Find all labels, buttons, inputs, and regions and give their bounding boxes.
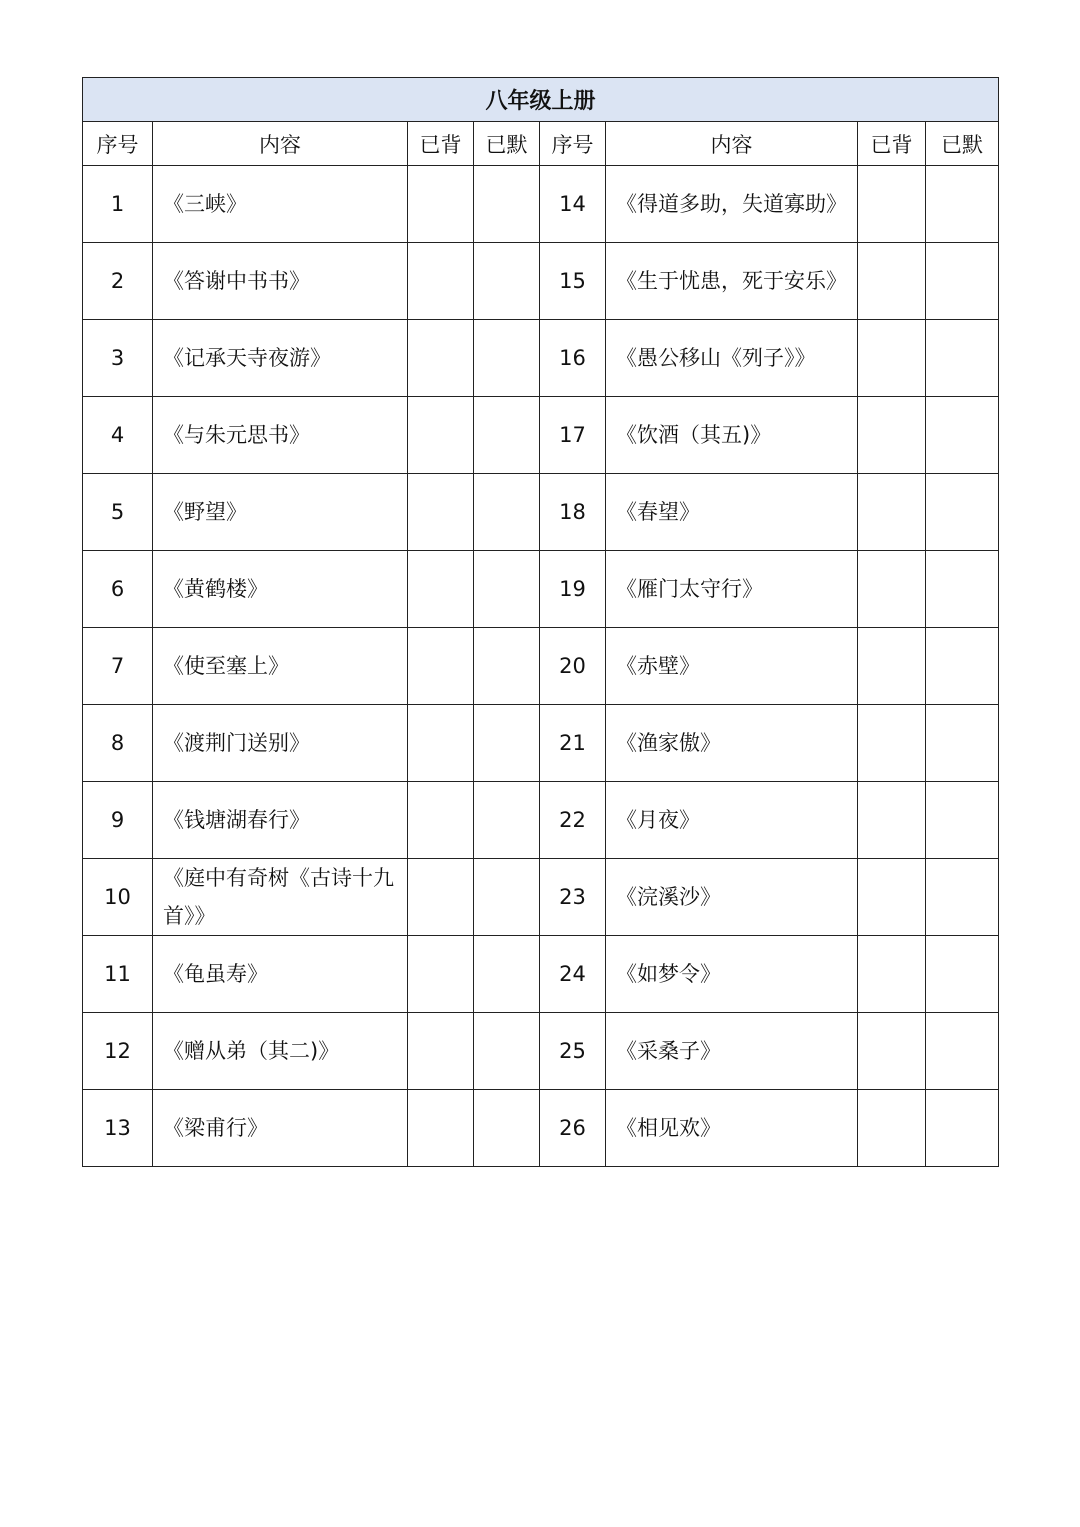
recitation-checklist-table	[82, 77, 999, 1167]
left-recited-checkbox-cell[interactable]	[408, 936, 474, 1013]
left-number-cell: 9	[83, 782, 153, 859]
right-recited-checkbox-cell[interactable]	[858, 782, 926, 859]
left-content-cell: 《三峡》	[153, 166, 408, 243]
left-dictated-checkbox-cell[interactable]	[474, 628, 540, 705]
right-recited-checkbox-cell[interactable]	[858, 705, 926, 782]
right-content-cell: 《愚公移山《列子》》	[606, 320, 858, 397]
left-number-cell: 10	[83, 859, 153, 936]
right-recited-checkbox-cell[interactable]	[858, 1090, 926, 1167]
right-number-cell: 25	[540, 1013, 606, 1090]
left-number-cell: 4	[83, 397, 153, 474]
left-number-cell: 11	[83, 936, 153, 1013]
right-dictated-checkbox-cell[interactable]	[926, 705, 999, 782]
table-row	[83, 243, 999, 320]
right-content-cell: 《浣溪沙》	[606, 859, 858, 936]
right-dictated-checkbox-cell[interactable]	[926, 1013, 999, 1090]
header-dictated-left: 已默	[474, 122, 540, 166]
right-number-cell: 22	[540, 782, 606, 859]
header-dictated-right: 已默	[926, 122, 999, 166]
right-recited-checkbox-cell[interactable]	[858, 628, 926, 705]
right-content-cell: 《采桑子》	[606, 1013, 858, 1090]
left-content-cell: 《记承天寺夜游》	[153, 320, 408, 397]
table-row	[83, 1090, 999, 1167]
right-content-cell: 《雁门太守行》	[606, 551, 858, 628]
right-recited-checkbox-cell[interactable]	[858, 474, 926, 551]
table-row	[83, 705, 999, 782]
left-recited-checkbox-cell[interactable]	[408, 1090, 474, 1167]
right-recited-checkbox-cell[interactable]	[858, 936, 926, 1013]
table-row	[83, 551, 999, 628]
left-content-cell: 《与朱元思书》	[153, 397, 408, 474]
table-row	[83, 936, 999, 1013]
left-recited-checkbox-cell[interactable]	[408, 243, 474, 320]
left-number-cell: 12	[83, 1013, 153, 1090]
left-dictated-checkbox-cell[interactable]	[474, 705, 540, 782]
header-recited-left: 已背	[408, 122, 474, 166]
left-content-cell: 《龟虽寿》	[153, 936, 408, 1013]
left-content-cell: 《渡荆门送别》	[153, 705, 408, 782]
table-row	[83, 320, 999, 397]
left-content-cell: 《钱塘湖春行》	[153, 782, 408, 859]
right-content-cell: 《赤壁》	[606, 628, 858, 705]
right-dictated-checkbox-cell[interactable]	[926, 397, 999, 474]
right-dictated-checkbox-cell[interactable]	[926, 859, 999, 936]
left-recited-checkbox-cell[interactable]	[408, 397, 474, 474]
right-recited-checkbox-cell[interactable]	[858, 166, 926, 243]
left-number-cell: 13	[83, 1090, 153, 1167]
right-dictated-checkbox-cell[interactable]	[926, 1090, 999, 1167]
right-number-cell: 17	[540, 397, 606, 474]
right-number-cell: 15	[540, 243, 606, 320]
right-number-cell: 18	[540, 474, 606, 551]
right-dictated-checkbox-cell[interactable]	[926, 936, 999, 1013]
table-row	[83, 166, 999, 243]
left-recited-checkbox-cell[interactable]	[408, 474, 474, 551]
left-recited-checkbox-cell[interactable]	[408, 782, 474, 859]
header-number-right: 序号	[540, 122, 606, 166]
right-content-cell: 《饮酒（其五)》	[606, 397, 858, 474]
left-dictated-checkbox-cell[interactable]	[474, 1013, 540, 1090]
left-recited-checkbox-cell[interactable]	[408, 166, 474, 243]
left-content-cell: 《庭中有奇树《古诗十九首》》	[153, 859, 408, 936]
table-row	[83, 474, 999, 551]
left-number-cell: 7	[83, 628, 153, 705]
left-content-cell: 《野望》	[153, 474, 408, 551]
right-content-cell: 《得道多助，失道寡助》	[606, 166, 858, 243]
right-number-cell: 26	[540, 1090, 606, 1167]
header-recited-right: 已背	[858, 122, 926, 166]
left-content-cell: 《使至塞上》	[153, 628, 408, 705]
left-number-cell: 6	[83, 551, 153, 628]
left-recited-checkbox-cell[interactable]	[408, 705, 474, 782]
right-number-cell: 20	[540, 628, 606, 705]
left-number-cell: 3	[83, 320, 153, 397]
header-content-left: 内容	[153, 122, 408, 166]
left-recited-checkbox-cell[interactable]	[408, 1013, 474, 1090]
left-content-cell: 《赠从弟（其二)》	[153, 1013, 408, 1090]
right-number-cell: 23	[540, 859, 606, 936]
left-content-cell: 《黄鹤楼》	[153, 551, 408, 628]
left-number-cell: 2	[83, 243, 153, 320]
left-dictated-checkbox-cell[interactable]	[474, 243, 540, 320]
left-content-cell: 《答谢中书书》	[153, 243, 408, 320]
right-content-cell: 《渔家傲》	[606, 705, 858, 782]
right-number-cell: 14	[540, 166, 606, 243]
left-number-cell: 5	[83, 474, 153, 551]
header-number-left: 序号	[83, 122, 153, 166]
left-dictated-checkbox-cell[interactable]	[474, 397, 540, 474]
table-row	[83, 397, 999, 474]
left-dictated-checkbox-cell[interactable]	[474, 859, 540, 936]
right-recited-checkbox-cell[interactable]	[858, 397, 926, 474]
left-number-cell: 8	[83, 705, 153, 782]
right-number-cell: 16	[540, 320, 606, 397]
right-recited-checkbox-cell[interactable]	[858, 320, 926, 397]
right-recited-checkbox-cell[interactable]	[858, 551, 926, 628]
right-content-cell: 《相见欢》	[606, 1090, 858, 1167]
table-row	[83, 628, 999, 705]
right-number-cell: 24	[540, 936, 606, 1013]
table-title: 八年级上册	[83, 78, 999, 122]
title-row	[83, 78, 999, 122]
right-content-cell: 《如梦令》	[606, 936, 858, 1013]
right-number-cell: 21	[540, 705, 606, 782]
right-dictated-checkbox-cell[interactable]	[926, 474, 999, 551]
right-content-cell: 《春望》	[606, 474, 858, 551]
right-content-cell: 《生于忧患，死于安乐》	[606, 243, 858, 320]
header-content-right: 内容	[606, 122, 858, 166]
left-dictated-checkbox-cell[interactable]	[474, 936, 540, 1013]
right-number-cell: 19	[540, 551, 606, 628]
right-dictated-checkbox-cell[interactable]	[926, 166, 999, 243]
left-dictated-checkbox-cell[interactable]	[474, 782, 540, 859]
table-row	[83, 859, 999, 936]
table-row	[83, 1013, 999, 1090]
left-content-cell: 《梁甫行》	[153, 1090, 408, 1167]
right-recited-checkbox-cell[interactable]	[858, 859, 926, 936]
header-row	[83, 122, 999, 166]
right-content-cell: 《月夜》	[606, 782, 858, 859]
left-recited-checkbox-cell[interactable]	[408, 320, 474, 397]
right-dictated-checkbox-cell[interactable]	[926, 782, 999, 859]
right-dictated-checkbox-cell[interactable]	[926, 320, 999, 397]
right-dictated-checkbox-cell[interactable]	[926, 243, 999, 320]
left-number-cell: 1	[83, 166, 153, 243]
right-dictated-checkbox-cell[interactable]	[926, 551, 999, 628]
left-recited-checkbox-cell[interactable]	[408, 628, 474, 705]
left-dictated-checkbox-cell[interactable]	[474, 320, 540, 397]
right-dictated-checkbox-cell[interactable]	[926, 628, 999, 705]
right-recited-checkbox-cell[interactable]	[858, 243, 926, 320]
table-row	[83, 782, 999, 859]
left-dictated-checkbox-cell[interactable]	[474, 166, 540, 243]
right-recited-checkbox-cell[interactable]	[858, 1013, 926, 1090]
left-dictated-checkbox-cell[interactable]	[474, 551, 540, 628]
left-dictated-checkbox-cell[interactable]	[474, 474, 540, 551]
left-recited-checkbox-cell[interactable]	[408, 551, 474, 628]
left-recited-checkbox-cell[interactable]	[408, 859, 474, 936]
left-dictated-checkbox-cell[interactable]	[474, 1090, 540, 1167]
